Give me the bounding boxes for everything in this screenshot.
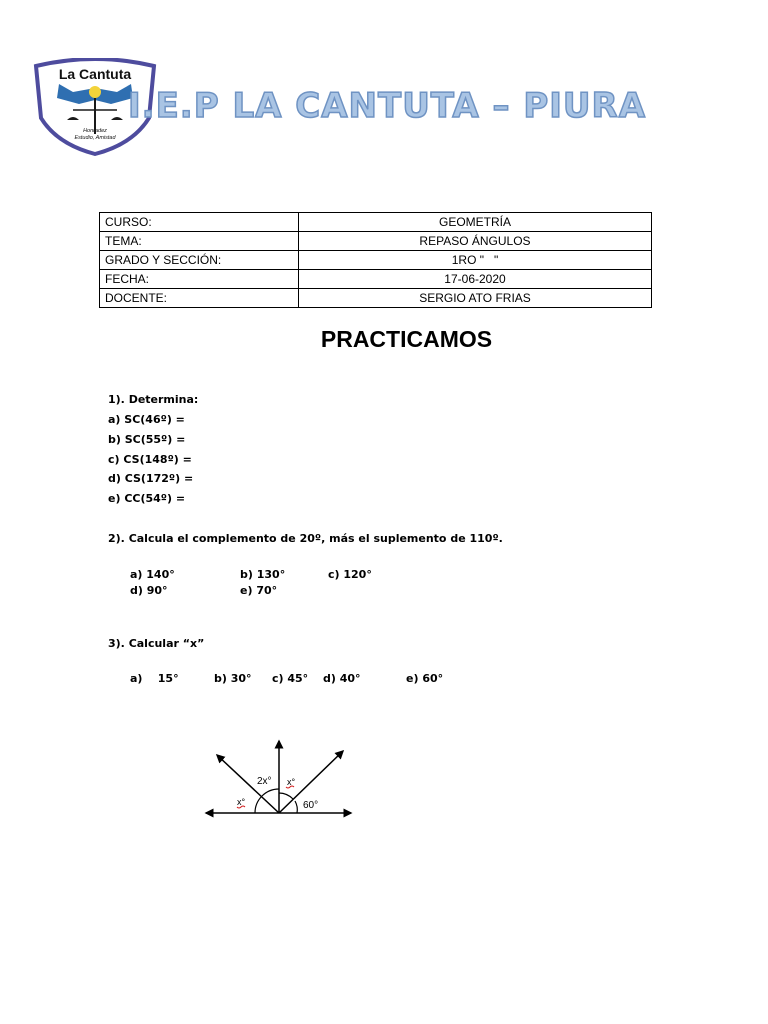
info-label: FECHA: (100, 270, 299, 289)
question-2-title: 2). Calcula el complemento de 20º, más el suplemento de 110º. (108, 532, 503, 545)
question-2-option: d) 90° (130, 584, 168, 597)
question-2-option: e) 70° (240, 584, 278, 597)
table-row (100, 251, 652, 270)
question-1-title: 1). Determina: (108, 393, 199, 406)
question-3-option: e) 60° (406, 672, 444, 685)
page-heading (0, 326, 768, 353)
info-label: DOCENTE: (100, 289, 299, 308)
question-1-item: c) CS(148º) = (108, 453, 192, 466)
label-60: 60° (303, 800, 319, 811)
info-table (99, 212, 652, 308)
heading-text: PRACTICAMOS (320, 326, 493, 352)
question-3-option: d) 40° (323, 672, 361, 685)
info-label: CURSO: (100, 213, 299, 232)
info-value: 17-06-2020 (299, 270, 652, 289)
info-value: SERGIO ATO FRIAS (299, 289, 652, 308)
logo-motto-2: Estudio, Amistad (74, 135, 116, 141)
question-2-option: a) 140° (130, 568, 175, 581)
question-1-item: a) SC(46º) = (108, 413, 185, 426)
question-3-option: b) 30° (214, 672, 252, 685)
question-2-option: b) 130° (240, 568, 286, 581)
info-label: TEMA: (100, 232, 299, 251)
info-label: GRADO Y SECCIÓN: (100, 251, 299, 270)
table-row (100, 289, 652, 308)
label-2x: 2x° (257, 776, 272, 787)
label-x-left: x° (237, 797, 246, 807)
question-2-option: c) 120° (328, 568, 372, 581)
label-x-top: x° (287, 777, 296, 787)
question-1-item: d) CS(172º) = (108, 472, 194, 485)
logo-text: La Cantuta (58, 66, 132, 82)
question-3-option: c) 45° (272, 672, 309, 685)
question-1-item: e) CC(54º) = (108, 492, 186, 505)
angle-figure (203, 737, 355, 821)
info-value: 1RO " " (299, 251, 652, 270)
table-row (100, 232, 652, 251)
question-3-option: a) 15° (130, 672, 179, 685)
info-value: REPASO ÁNGULOS (299, 232, 652, 251)
question-1-item: b) SC(55º) = (108, 433, 186, 446)
logo-motto-1: Honradez (83, 128, 107, 134)
info-value: GEOMETRÍA (299, 213, 652, 232)
table-row (100, 270, 652, 289)
question-3-title: 3). Calcular “x” (108, 637, 205, 650)
school-title: I.E.P LA CANTUTA – PIURA (128, 86, 647, 126)
table-row (100, 213, 652, 232)
